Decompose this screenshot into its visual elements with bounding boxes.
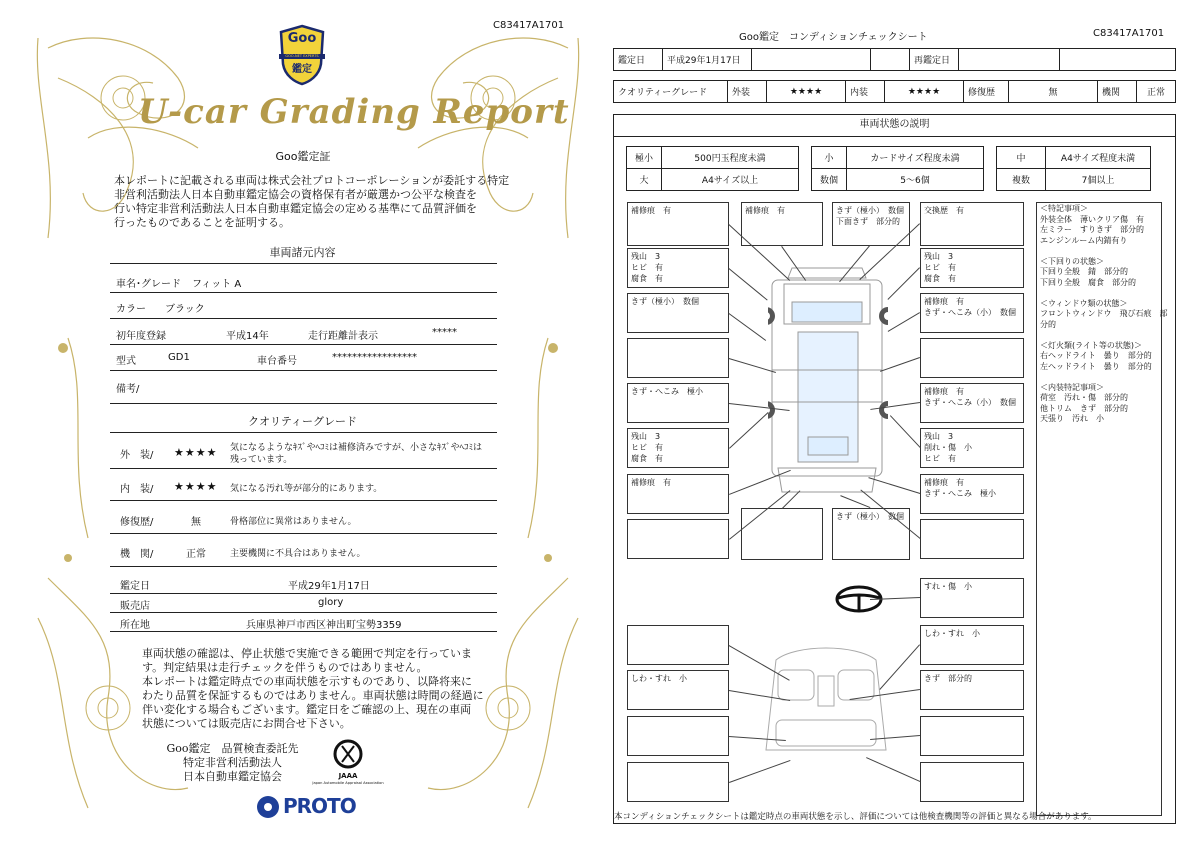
condition-text: 補修痕 有 [924, 478, 964, 487]
seal-kantei-text: 鑑定 [292, 64, 312, 75]
entrust-line: Goo鑑定 品質検査委託先 [166, 742, 299, 755]
condition-text: 補修痕 有 [745, 206, 785, 215]
note-line: エンジンルーム内錆有り [1040, 235, 1128, 245]
cert-line: 非営利活動法人日本自動車鑑定協会の資格保有者が厳選かつ公平な検査を [114, 188, 477, 201]
condition-text: 腐食 有 [631, 274, 663, 283]
chassis-label: 車台番号 [257, 356, 297, 367]
spec-heading: 車両諸元内容 [269, 246, 336, 259]
condition-box-il3 [627, 716, 729, 756]
color-label: カラー [116, 304, 146, 315]
condition-box-l3 [627, 338, 729, 378]
condition-text: 腐食 有 [631, 454, 663, 463]
car-interior-diagram [756, 640, 896, 760]
condition-box-i5 [920, 762, 1024, 802]
left-document-id: C83417A1701 [493, 20, 565, 31]
condition-box-b3 [832, 202, 910, 246]
note-line: ＜灯火類(ライト等の状態)＞ [1040, 340, 1143, 350]
notice-line: 状態については販売店にお問合せ下さい。 [142, 717, 351, 730]
condition-text: ヒビ 有 [924, 454, 956, 463]
goo-seal-logo [279, 24, 325, 86]
engine-description: 主要機関に不具合はありません。 [230, 549, 366, 559]
condition-text: 削れ・傷 小 [924, 443, 972, 452]
condition-box-il4 [627, 762, 729, 802]
divider [110, 292, 497, 293]
condition-text: 下面きず 部分的 [836, 217, 900, 226]
model-value: GD1 [168, 352, 190, 363]
divider [110, 500, 497, 501]
condition-text: ヒビ 有 [631, 443, 663, 452]
condition-text: 補修痕 有 [924, 387, 964, 396]
empty-cell [752, 49, 871, 71]
condition-text: きず（極小） 数個 [836, 512, 904, 521]
condition-box-b2 [741, 202, 823, 246]
dealer-label: 販売店 [120, 601, 150, 612]
condition-text: きず・へこみ（小） 数個 [924, 398, 1016, 407]
legend-key: 数個 [812, 169, 847, 191]
engine-value: 正常 [1137, 81, 1176, 103]
certificate-subtitle: Goo鑑定証 [275, 150, 331, 163]
sheet-footer-note: 本コンディションチェックシートは鑑定時点の車両状態を示し、評価については他検査機関等の評価と異なる場合があります。 [614, 812, 1097, 822]
state-heading: 車両状態の説明 [613, 114, 1176, 137]
exterior-description: 気になるようなｷｽﾞやﾍｺﾐは補修済みですが、小さなｷｽﾞやﾍｺﾐは [230, 443, 483, 453]
legend-gap [799, 169, 812, 191]
model-label: 型式 [116, 356, 136, 367]
condition-text: きず（極小） 数個 [631, 297, 699, 306]
condition-box-i3 [920, 670, 1024, 710]
interior-description: 気になる汚れ等が部分的にあります。 [230, 484, 383, 494]
condition-text: ヒビ 有 [631, 263, 663, 272]
note-line: ＜内装特記事項＞ [1040, 382, 1104, 392]
condition-box-i4 [920, 716, 1024, 756]
notice-line: 伴い変化する場合もございます。鑑定日をご確認の上、現在の車両 [142, 703, 472, 716]
condition-box-r6 [920, 474, 1024, 514]
seal-goo-text: Goo [287, 31, 317, 46]
repair-history-value: 無 [191, 517, 201, 528]
mileage-label: 走行距離計表示 [308, 331, 378, 342]
seal-ribbon-text: GOO-NET EXPERTS [285, 54, 319, 58]
note-line: ＜ウィンドウ類の状態＞ [1040, 298, 1128, 308]
condition-text: 残山 3 [924, 432, 954, 441]
condition-text: 残山 3 [631, 432, 661, 441]
condition-box-il2 [627, 670, 729, 710]
note-line: 左ミラー すりきず 部分的 [1040, 225, 1144, 234]
note-line: ＜下回りの状態＞ [1040, 256, 1104, 266]
condition-text: 交換歴 有 [924, 206, 964, 215]
jaaa-emblem-icon [308, 738, 388, 774]
first-registration-label: 初年度登録 [116, 331, 166, 342]
empty-cell [1060, 49, 1176, 71]
condition-text: すれ・傷 小 [924, 582, 972, 591]
condition-box-il1 [627, 625, 729, 665]
quality-grade-row [613, 80, 1176, 103]
note-line: フロントウィンドウ 飛び石痕 部 [1040, 309, 1168, 318]
quality-grade-label: クオリティーグレード [614, 81, 728, 103]
condition-text: きず・へこみ 極小 [924, 489, 996, 498]
note-line [1040, 246, 1168, 257]
entrust-line: 日本自動車鑑定協会 [183, 770, 282, 783]
notice-line: わたり品質を保証するものではありません。車両状態は時間の経過に [142, 689, 484, 702]
condition-box-bm2 [832, 508, 910, 560]
note-line: 荷室 汚れ・傷 部分的 [1040, 393, 1128, 402]
note-line: 天張り 汚れ 小 [1040, 414, 1104, 423]
disclaimer-text [142, 647, 484, 731]
date-row [613, 48, 1176, 71]
proto-mark-icon [256, 795, 280, 819]
note-line: 左ヘッドライト 曇り 部分的 [1040, 361, 1152, 371]
condition-box-l6 [627, 474, 729, 514]
condition-box-l2 [627, 293, 729, 333]
condition-box-i1 [920, 578, 1024, 618]
notice-line: 本レポートは鑑定時点での車両状態を示すものであり、以降将来に [142, 675, 472, 688]
car-name-value: フィット A [192, 279, 242, 290]
legend-value: A4サイズ程度未満 [1046, 147, 1151, 169]
exterior-stars: ★★★★ [767, 81, 846, 103]
notice-line: 車両状態の確認は、停止状態で実施できる範囲で判定を行っていま [142, 647, 472, 660]
legend-value: カードサイズ程度未満 [847, 147, 984, 169]
legend-key: 大 [627, 169, 662, 191]
cert-line: 本レポートに記載される車両は株式会社プロトコーポレーションが委託する特定 [114, 174, 510, 187]
condition-text: 腐食 有 [924, 274, 956, 283]
condition-box-r2 [920, 293, 1024, 333]
notice-line: す。判定結果は走行チェックを伴うものではありません。 [142, 661, 428, 674]
interior-label: 内 装/ [120, 484, 154, 495]
condition-box-l7 [627, 519, 729, 559]
inspect-date-value: 平成29年1月17日 [663, 49, 752, 71]
car-interior-icon [756, 640, 896, 760]
note-line [1040, 330, 1168, 341]
divider [110, 344, 497, 345]
color-value: ブラック [165, 304, 205, 315]
condition-box-r7 [920, 519, 1024, 559]
legend-gap [984, 169, 997, 191]
car-top-view-icon [768, 262, 888, 498]
note-line: 下回り全般 腐食 部分的 [1040, 277, 1136, 287]
condition-text: ヒビ 有 [924, 263, 956, 272]
divider [110, 533, 497, 534]
condition-box-bm1 [741, 508, 823, 560]
condition-text: 残山 3 [631, 252, 661, 261]
condition-text: 補修痕 有 [924, 297, 964, 306]
note-line: 分的 [1040, 319, 1056, 329]
condition-text: 補修痕 有 [631, 478, 671, 487]
condition-box-r4 [920, 383, 1024, 423]
remarks-label: 備考/ [116, 384, 140, 395]
legend-key: 中 [997, 147, 1046, 169]
condition-box-b1 [627, 202, 729, 246]
condition-text: 補修痕 有 [631, 206, 671, 215]
inspection-date-value: 平成29年1月17日 [288, 581, 370, 592]
note-line: 下回り全般 錆 部分的 [1040, 267, 1128, 276]
divider [110, 566, 497, 567]
legend-gap [984, 147, 997, 169]
proto-logo [256, 792, 360, 822]
condition-box-b4 [920, 202, 1024, 246]
condition-box-r5 [920, 428, 1024, 468]
inspection-date-label: 鑑定日 [120, 581, 150, 592]
note-line: 右ヘッドライト 曇り 部分的 [1040, 351, 1152, 360]
interior-stars: ★★★★ [885, 81, 964, 103]
chassis-value: ***************** [332, 352, 417, 363]
check-sheet-title: Goo鑑定 コンディションチェックシート [739, 32, 928, 43]
note-line: 外装全体 薄いクリア傷 有 [1040, 214, 1144, 224]
right-document-id: C83417A1701 [1093, 28, 1165, 39]
condition-box-l5 [627, 428, 729, 468]
legend-key: 極小 [627, 147, 662, 169]
special-notes-list [1040, 204, 1168, 425]
exterior-description-cont: 残っています。 [230, 455, 293, 465]
cert-line: 行い特定非営利活動法人日本自動車鑑定協会の定める基準にて品質評価を [114, 202, 477, 215]
report-title: U-car Grading Report [138, 92, 570, 132]
condition-box-i2 [920, 625, 1024, 665]
engine-label: 機 関/ [120, 549, 154, 560]
divider [110, 468, 497, 469]
divider [110, 593, 497, 594]
legend-key: 小 [812, 147, 847, 169]
entrusted-organization [160, 742, 305, 784]
condition-text: しわ・すれ 小 [631, 674, 687, 683]
exterior-label: 外装 [728, 81, 767, 103]
cert-line: 行ったものであることを証明する。 [114, 216, 290, 229]
grade-heading: クオリティーグレード [248, 415, 357, 428]
jaaa-logo [308, 738, 388, 790]
divider [110, 612, 497, 613]
legend-key: 複数 [997, 169, 1046, 191]
note-line: 他トリム きず 部分的 [1040, 403, 1128, 413]
condition-box-l4 [627, 383, 729, 423]
condition-box-r1 [920, 248, 1024, 288]
exterior-label: 外 装/ [120, 450, 154, 461]
condition-box-l1 [627, 248, 729, 288]
inspect-date-label: 鑑定日 [614, 49, 663, 71]
size-legend-table [626, 146, 1151, 191]
divider [110, 370, 497, 371]
reinspect-date-label: 再鑑定日 [910, 49, 959, 71]
repair-history-value: 無 [1009, 81, 1098, 103]
condition-text: きず 部分的 [924, 674, 972, 683]
legend-gap [799, 147, 812, 169]
condition-text: きず・へこみ 極小 [631, 387, 703, 396]
condition-text: しわ・すれ 小 [924, 629, 980, 638]
note-line: ＜特記事項＞ [1040, 204, 1088, 213]
address-label: 所在地 [120, 620, 150, 631]
legend-value: 500円玉程度未満 [662, 147, 799, 169]
interior-stars: ★★★★ [174, 480, 218, 493]
proto-wordmark: PROTO [283, 794, 356, 818]
engine-value: 正常 [186, 549, 206, 560]
mileage-value: ***** [432, 327, 457, 338]
condition-text: 残山 3 [924, 252, 954, 261]
car-top-view-diagram [768, 262, 888, 498]
interior-label: 内装 [846, 81, 885, 103]
legend-value: A4サイズ以上 [662, 169, 799, 191]
divider [110, 263, 497, 264]
condition-box-r3 [920, 338, 1024, 378]
jaaa-text: JAAA [338, 772, 358, 780]
empty-cell [871, 49, 910, 71]
car-name-label: 車名･グレード [116, 279, 181, 290]
address-value: 兵庫県神戸市西区神出町宝勢3359 [246, 620, 402, 631]
repair-history-label: 修復歴/ [120, 517, 154, 528]
first-registration-value: 平成14年 [226, 331, 269, 342]
engine-label: 機関 [1098, 81, 1137, 103]
divider [110, 403, 497, 404]
exterior-stars: ★★★★ [174, 446, 218, 459]
legend-value: 7個以上 [1046, 169, 1151, 191]
divider [110, 631, 497, 632]
legend-value: 5～6個 [847, 169, 984, 191]
divider [110, 432, 497, 433]
note-line [1040, 288, 1168, 299]
note-line [1040, 372, 1168, 383]
certification-text [114, 174, 509, 230]
reinspect-date-value [959, 49, 1060, 71]
dealer-value: glory [318, 597, 344, 608]
divider [110, 318, 497, 319]
entrust-line: 特定非営利活動法人 [183, 756, 282, 769]
repair-history-label: 修復歴 [964, 81, 1009, 103]
jaaa-subtext: Japan Automobile Appraisal Association [312, 781, 384, 785]
condition-text: きず（極小） 数個 [836, 206, 904, 215]
condition-text: きず・へこみ（小） 数個 [924, 308, 1016, 317]
repair-history-description: 骨格部位に異常はありません。 [230, 517, 357, 527]
